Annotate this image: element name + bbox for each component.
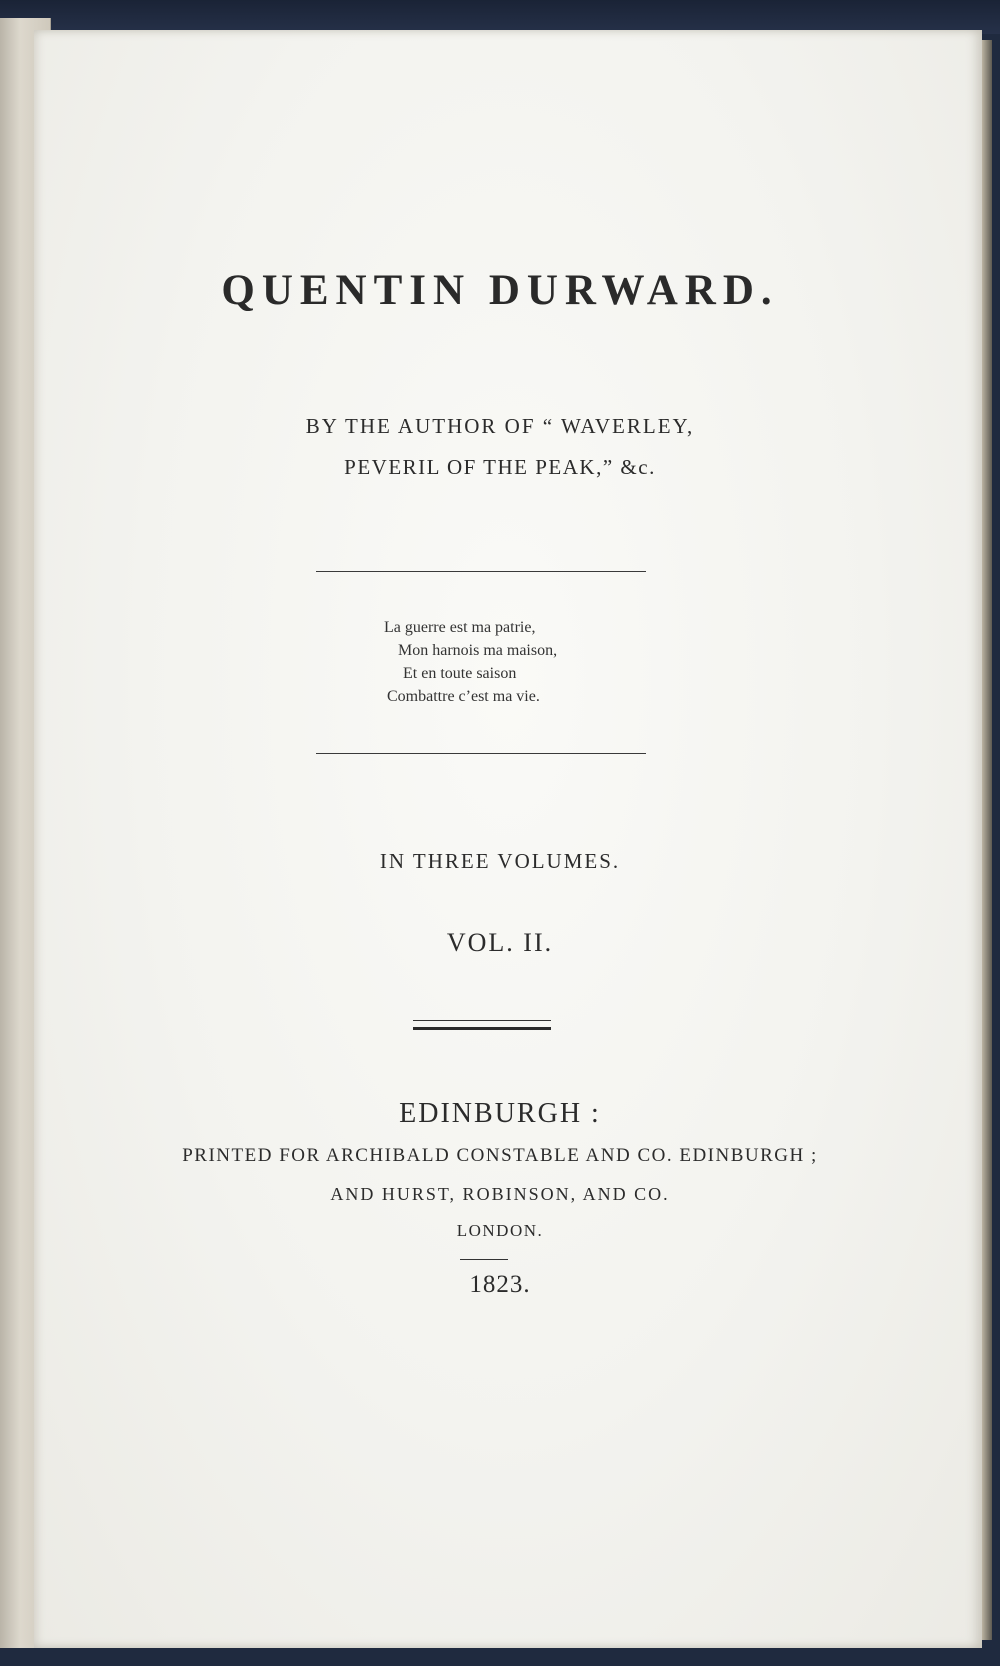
divider-rule-bottom: [316, 753, 646, 754]
imprint-printed-for: PRINTED FOR ARCHIBALD CONSTABLE AND CO. EDINBURGH ;: [182, 1145, 818, 1166]
double-rule: [413, 1020, 551, 1030]
imprint-hurst: AND HURST, ROBINSON, AND CO.: [330, 1184, 670, 1204]
volume-number: VOL. II.: [446, 928, 554, 957]
epigraph-line-1: La guerre est ma patrie,: [384, 619, 536, 636]
short-rule: [460, 1259, 508, 1260]
epigraph-line-3: Et en toute saison: [403, 665, 517, 682]
epigraph-line-4: Combattre c’est ma vie.: [387, 688, 540, 705]
book-cloth-background: [0, 0, 1000, 34]
imprint-city: EDINBURGH :: [399, 1098, 601, 1129]
book-title: QUENTIN DURWARD.: [221, 267, 779, 314]
volumes-statement: IN THREE VOLUMES.: [379, 849, 621, 873]
byline-line-2: PEVERIL OF THE PEAK,” &c.: [344, 455, 656, 479]
divider-rule-top: [316, 571, 646, 572]
byline-line-1: BY THE AUTHOR OF “ WAVERLEY,: [305, 414, 695, 438]
imprint-year: 1823.: [469, 1271, 531, 1298]
imprint-london: LONDON.: [456, 1221, 544, 1240]
epigraph-line-2: Mon harnois ma maison,: [398, 642, 558, 659]
